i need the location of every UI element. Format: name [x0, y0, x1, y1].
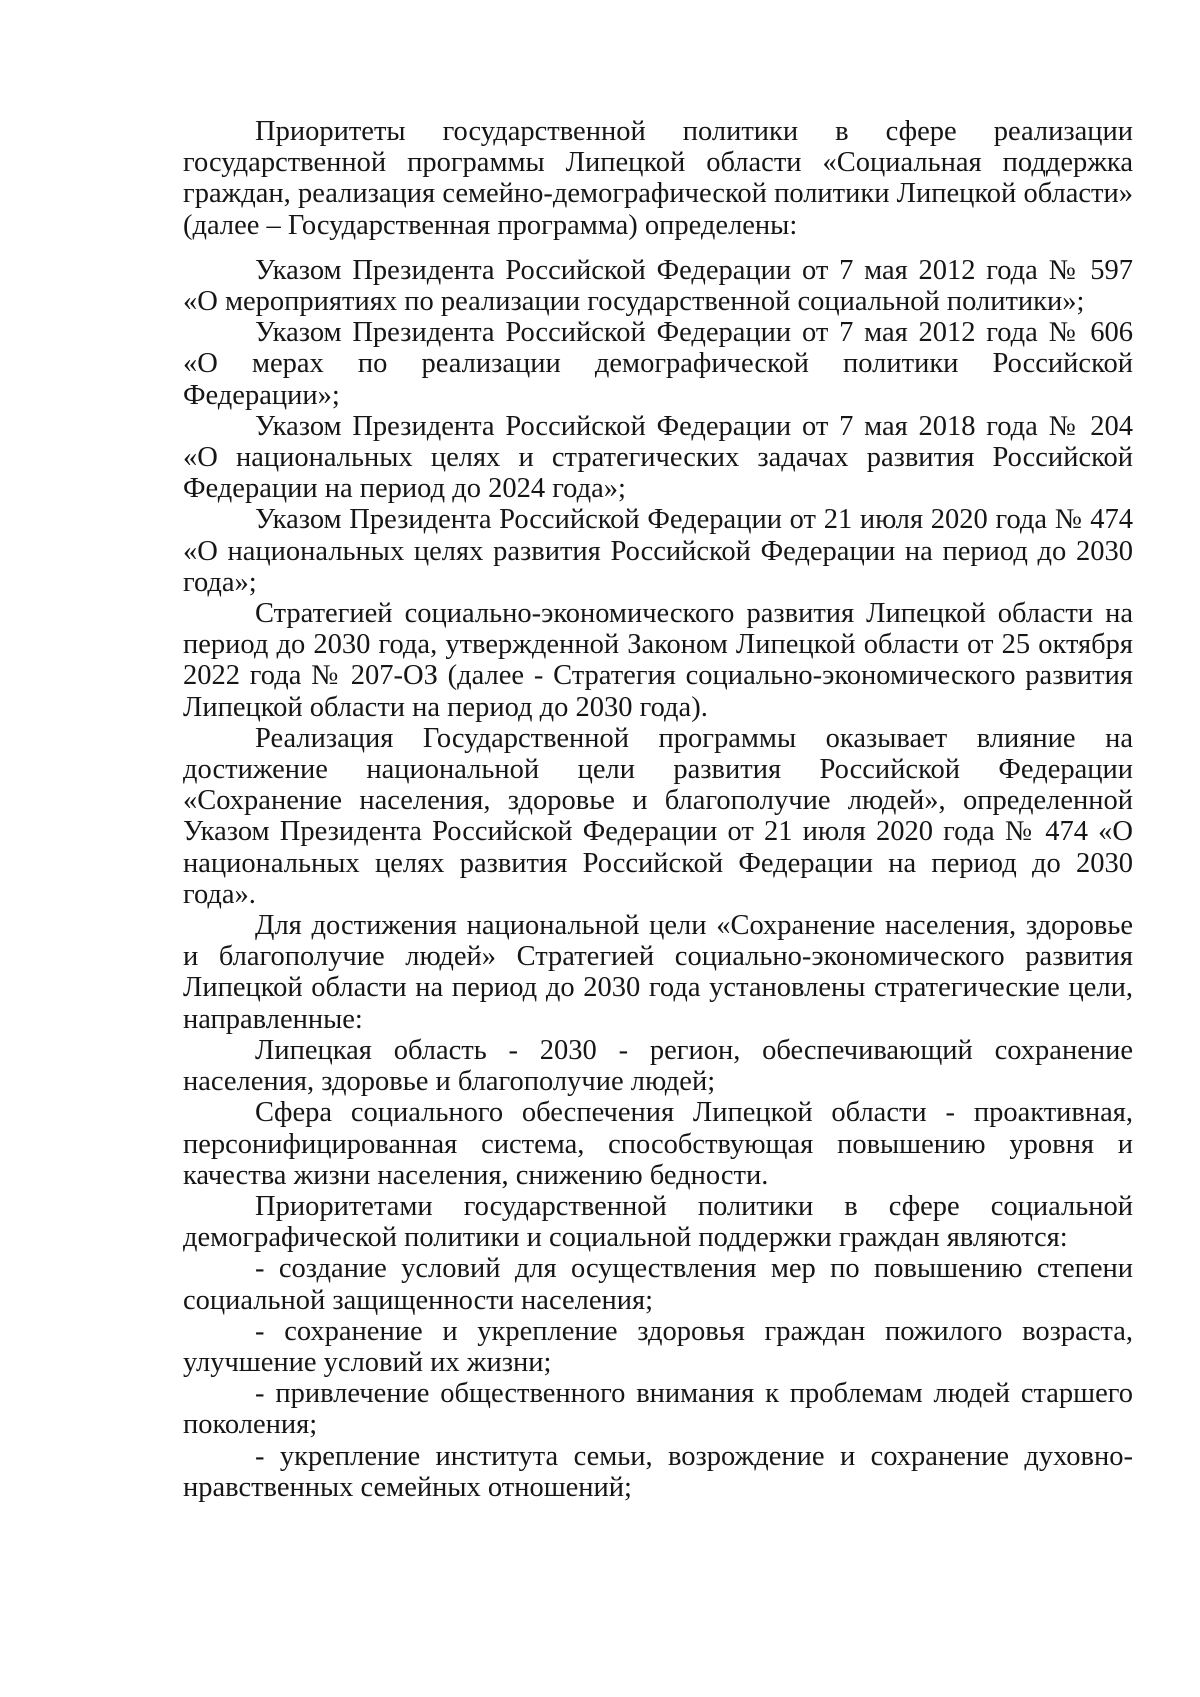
- list-item-public-attention: - привлечение общественного внимания к проблемам людей старшего поколения;: [183, 1378, 1133, 1441]
- list-item-social-protection: - создание условий для осуществления мер по повышению степени социальной защищенности населения;: [183, 1253, 1133, 1316]
- list-item-family-institution: - укрепление института семьи, возрождение и сохранение духовно-нравственных семейных отношений;: [183, 1440, 1133, 1503]
- paragraph-decree-474: Указом Президента Российской Федерации от 21 июля 2020 года № 474 «О национальных целях развития Российской Федерации на период до 2030 года»;: [183, 504, 1133, 598]
- paragraph-priorities-intro: Приоритеты государственной политики в сфере реализации государственной программы Липецкой области «Социальная поддержка граждан, реализация семейно-демографической политики Липецкой области» (далее – Государственная программа) определены:: [183, 116, 1133, 241]
- paragraph-national-goal: Для достижения национальной цели «Сохранение населения, здоровье и благополучие людей» Стратегией социально-экономического развития Липецкой области на период до 2030 года установлены стратегические цели, направленные:: [183, 910, 1133, 1035]
- paragraph-strategy-2030: Стратегией социально-экономического развития Липецкой области на период до 2030 года, утвержденной Законом Липецкой области от 25 октября 2022 года № 207-ОЗ (далее - Стратегия социально-экономического развития Липецкой области на период до 2030 года).: [183, 598, 1133, 723]
- paragraph-program-influence: Реализация Государственной программы оказывает влияние на достижение национальной цели развития Российской Федерации «Сохранение населения, здоровье и благополучие людей», определенной Указом Президента Российской Федерации от 21 июля 2020 года № 474 «О национальных целях развития Российской Федерации на период до 2030 года».: [183, 722, 1133, 910]
- paragraph-priorities-list-intro: Приоритетами государственной политики в сфере социальной демографической политики и социальной поддержки граждан являются:: [183, 1190, 1133, 1254]
- list-item-elderly-health: - сохранение и укрепление здоровья граждан пожилого возраста, улучшение условий их жизни;: [183, 1315, 1133, 1378]
- document-body: [183, 116, 1133, 1503]
- paragraph-region-goal: Липецкая область - 2030 - регион, обеспечивающий сохранение населения, здоровье и благополучие людей;: [183, 1034, 1133, 1098]
- paragraph-decree-606: Указом Президента Российской Федерации от 7 мая 2012 года № 606 «О мерах по реализации демографической политики Российской Федерации»;: [183, 317, 1133, 411]
- paragraph-social-sphere-goal: Сфера социального обеспечения Липецкой области - проактивная, персонифицированная система, способствующая повышению уровня и качества жизни населения, снижению бедности.: [183, 1097, 1133, 1191]
- paragraph-decree-204: Указом Президента Российской Федерации от 7 мая 2018 года № 204 «О национальных целях и стратегических задачах развития Российской Федерации на период до 2024 года»;: [183, 410, 1133, 505]
- paragraph-decree-597: Указом Президента Российской Федерации от 7 мая 2012 года № 597 «О мероприятиях по реализации государственной социальной политики»;: [183, 254, 1133, 318]
